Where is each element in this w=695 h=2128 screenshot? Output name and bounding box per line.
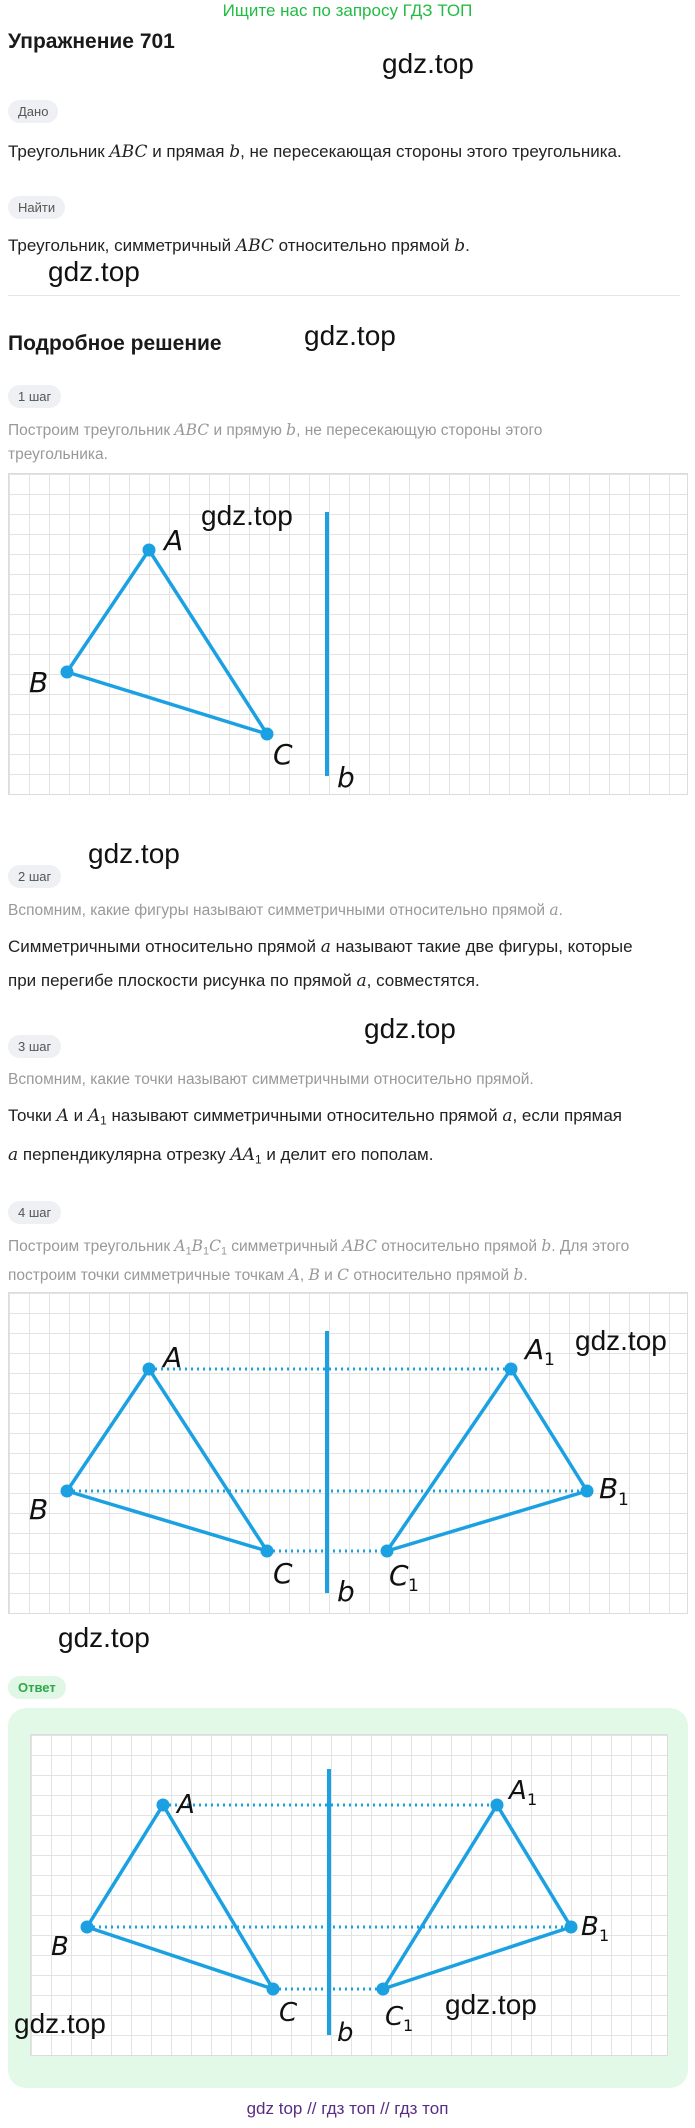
watermark: gdz.top [201, 500, 293, 531]
segment-BC [67, 672, 267, 734]
point-B [61, 1485, 74, 1498]
given-tag: Дано [8, 100, 58, 123]
step3-muted: Вспомним, какие точки называют симметричными относительно прямой. [8, 1071, 534, 1088]
label-A1: A [525, 1333, 545, 1366]
label-C1-sub: 1 [403, 2016, 414, 2035]
segment-B1C1 [387, 1491, 587, 1551]
segment-BC [87, 1927, 273, 1989]
label-A: A [164, 524, 184, 557]
answer-box [8, 1708, 688, 2088]
solution-title: Подробное решение [8, 332, 222, 355]
find-text: Треугольник, симметричный ABC относительно прямой b. [8, 236, 470, 256]
label-C1: C [385, 2002, 404, 2032]
segment-AB [67, 550, 149, 672]
point-B1 [581, 1485, 594, 1498]
watermark: gdz.top [445, 1989, 537, 2020]
label-B1-sub: 1 [599, 1926, 610, 1945]
label-C1-sub: 1 [408, 1576, 419, 1596]
figure-answer [30, 1734, 668, 2056]
segment-AB [67, 1369, 149, 1491]
segment-A1B1 [511, 1369, 587, 1491]
point-A [143, 1363, 156, 1376]
segment-AC [149, 550, 267, 734]
point-C [267, 1983, 280, 1996]
label-b: b [337, 2018, 354, 2048]
step1-tag: 1 шаг [8, 385, 61, 408]
watermark: gdz.top [14, 2008, 106, 2039]
label-B: B [29, 1493, 49, 1526]
label-A: A [163, 1341, 183, 1374]
segment-BC [67, 1491, 267, 1551]
label-A1-sub: 1 [544, 1350, 555, 1370]
point-B [61, 666, 74, 679]
label-C: C [279, 1998, 298, 2028]
label-C: C [273, 1557, 293, 1590]
step2-muted: Вспомним, какие фигуры называют симметричными относительно прямой a. [8, 901, 563, 919]
watermark: gdz.top [58, 1622, 150, 1653]
label-A1: A [509, 1776, 527, 1806]
figure-answer-svg [31, 1735, 667, 2055]
watermark: gdz.top [364, 1013, 456, 1044]
point-C1 [381, 1545, 394, 1558]
watermark: gdz.top [88, 838, 180, 869]
footer-links[interactable]: gdz top // гдз топ // гдз топ [246, 2099, 449, 2118]
segment-AB [87, 1805, 163, 1927]
point-A [157, 1799, 170, 1812]
label-C: C [273, 738, 293, 771]
step4-text: Построим треугольник $A_1B_1C_1$ симметричный ABC относительно прямой b. Для этого построим точки симметричные точкам A, B и C относительно прямой b. [8, 1237, 630, 1285]
point-B1 [565, 1921, 578, 1934]
label-C1: C [389, 1559, 409, 1592]
divider [8, 295, 680, 296]
point-C [261, 1545, 274, 1558]
segment-A1C1 [383, 1805, 497, 1989]
step3-text: Точки A и $A_1$ называют симметричными относительно прямой a, если прямая a перпендикулярна отрезку $AA_1$ и делит его пополам. [8, 1106, 623, 1167]
point-B [81, 1921, 94, 1934]
point-A1 [505, 1363, 518, 1376]
page-title: Упражнение 701 [8, 30, 175, 53]
step1-text: Построим треугольник ABC и прямую b, не пересекающую стороны этого треугольника. [8, 421, 543, 463]
label-B: B [51, 1932, 69, 1962]
point-A1 [491, 1799, 504, 1812]
segment-AC [163, 1805, 273, 1989]
label-b: b [337, 1575, 355, 1608]
label-B1: B [581, 1912, 599, 1942]
segment-A1C1 [387, 1369, 511, 1551]
label-B: B [29, 666, 49, 699]
point-C [261, 728, 274, 741]
step2-text: Симметричными относительно прямой a называют такие две фигуры, которые при перегибе плоскости рисунка по прямой a, совместятся. [8, 937, 633, 991]
watermark: gdz.top [48, 256, 140, 287]
label-B1-sub: 1 [618, 1490, 629, 1510]
step3-tag: 3 шаг [8, 1035, 61, 1058]
step2-tag: 2 шаг [8, 865, 61, 888]
point-C1 [377, 1983, 390, 1996]
watermark: gdz.top [304, 320, 396, 351]
figure-step4 [8, 1292, 688, 1614]
label-b: b [337, 761, 355, 794]
label-A1-sub: 1 [527, 1790, 538, 1809]
point-A [143, 544, 156, 557]
top-banner[interactable]: Ищите нас по запросу ГДЗ ТОП [222, 1, 473, 20]
label-A: A [177, 1790, 195, 1820]
given-text: Треугольник ABC и прямая b, не пересекающая стороны этого треугольника. [8, 142, 622, 162]
segment-A1B1 [497, 1805, 571, 1927]
segment-B1C1 [383, 1927, 571, 1989]
step4-tag: 4 шаг [8, 1201, 61, 1224]
segment-AC [149, 1369, 267, 1551]
figure-step1 [8, 473, 688, 795]
find-tag: Найти [8, 196, 65, 219]
label-B1: B [599, 1472, 619, 1505]
watermark: gdz.top [575, 1325, 667, 1356]
watermark: gdz.top [382, 48, 474, 79]
figure-step1-svg [9, 474, 687, 794]
answer-tag: Ответ [8, 1676, 66, 1699]
